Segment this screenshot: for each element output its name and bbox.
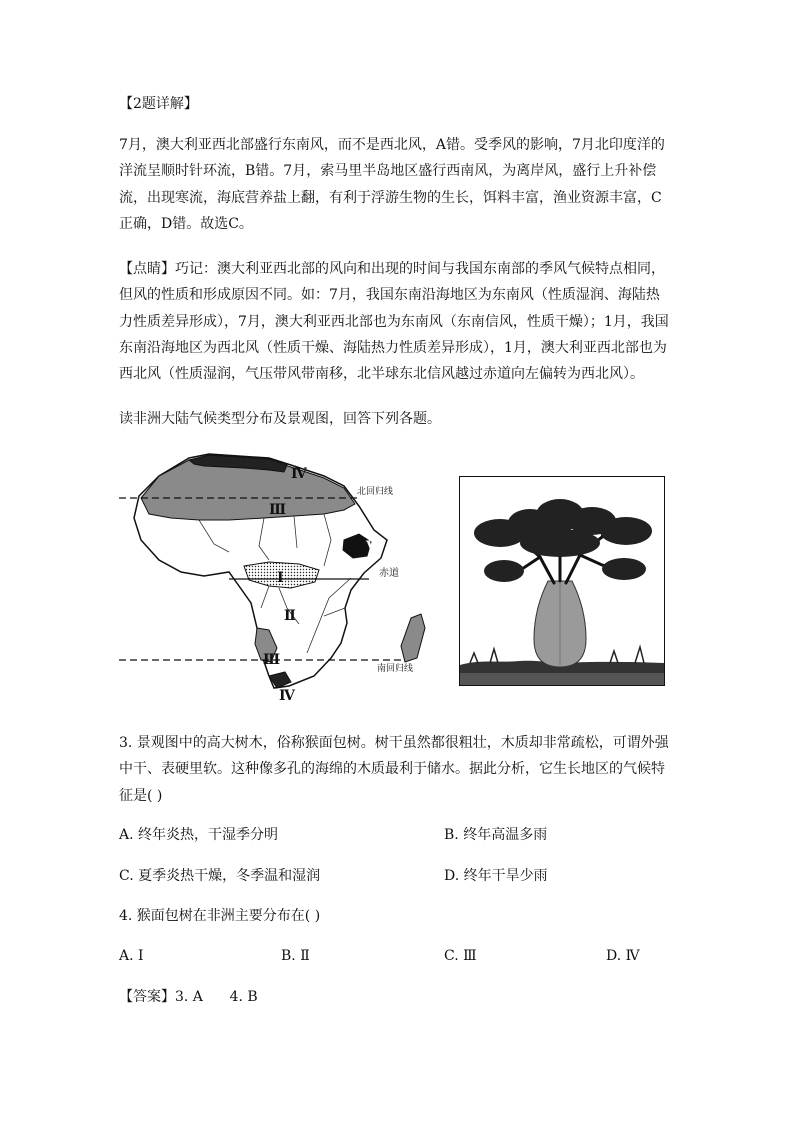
africa-climate-map [119,448,441,700]
tip-line: 东南沿海地区为西北风（性质干燥、海陆热力性质差异形成），1月，澳大利亚西北部也为 [119,339,667,356]
explanation-line: 流，出现寒流，海底营养盐上翻，有利于浮游生物的生长，饵料丰富，渔业资源丰富，C [119,189,662,206]
question-3-line: 中干、表硬里软。这种像多孔的海绵的木质最利于储水。据此分析，它生长地区的气候特 [119,761,665,778]
answer-line [119,984,258,1010]
tropic-south-label: 南回归线 [377,664,414,674]
zone-1-label: Ⅰ [277,570,284,586]
question-4-option-a: A. Ⅰ [119,948,144,964]
zone-4-north-label: Ⅳ [291,466,307,482]
equator-label: 赤道 [379,568,399,579]
tip-line: 力性质差异形成），7月，澳大利亚西北部也为东南风（东南信风，性质干燥）；1月，我国 [119,313,669,330]
zone-2-label: Ⅱ [284,608,296,624]
baobab-tree-image [460,477,664,685]
zone-5-label: Ⅴ [366,539,377,555]
explanation-paragraph [119,132,679,237]
tropic-north-label: 北回归线 [357,487,394,497]
question-4-option-b: B. Ⅱ [281,948,310,964]
question-3-line: 征是( ) [119,787,163,804]
section-heading: 【2题详解】 [119,96,198,112]
baobab-landscape-photo [459,476,665,686]
explanation-line: 正确，D错。故选C。 [119,215,253,232]
question-3-option-c: C. 夏季炎热干燥，冬季温和湿润 [119,868,321,884]
instruction: 读非洲大陆气候类型分布及景观图，回答下列各题。 [119,411,441,427]
question-4-option-d: D. Ⅳ [606,948,640,964]
tip-line [119,256,679,282]
tip-paragraph [119,256,679,387]
question-3-line: 3. 景观图中的高大树木，俗称猴面包树。树干虽然都很粗壮，木质却非常疏松，可谓外强 [119,735,669,751]
question-3-stem [119,730,679,809]
madagascar [401,614,425,662]
question-4-option-c: C. Ⅲ [444,948,477,964]
zone-3-south-label: Ⅲ [263,652,281,668]
question-3-option-b: B. 终年高温多雨 [444,827,548,843]
question-3-option-a: A. 终年炎热，干湿季分明 [119,827,279,843]
question-4-stem: 4. 猴面包树在非洲主要分布在( ) [119,908,321,924]
zone-3-north-label: Ⅲ [269,502,287,518]
question-3-option-d: D. 终年干旱少雨 [444,868,548,884]
tip-line: 西北风（性质湿润，气压带风带南移，北半球东北信风越过赤道向左偏转为西北风）。 [119,366,644,383]
tip-label: 【点睛】 [119,261,175,277]
answer-label: 【答案】 [119,989,175,1005]
explanation-line: 洋流呈顺时针环流，B错。7月，索马里半岛地区盛行西南风，为离岸风，盛行上升补偿 [119,163,657,180]
zone-4-south-label: Ⅳ [279,688,295,700]
explanation-line: 7月，澳大利亚西北部盛行东南风，而不是西北风，A错。受季风的影响，7月北印度洋的 [119,137,665,153]
tip-line: 但风的性质和形成原因不同。如：7月，我国东南沿海地区为东南风（性质湿润、海陆热 [119,287,660,304]
answer-text: 3. A 4. B [175,989,258,1005]
tip-text: 巧记：澳大利亚西北部的风向和出现的时间与我国东南部的季风气候特点相同， [175,261,665,277]
